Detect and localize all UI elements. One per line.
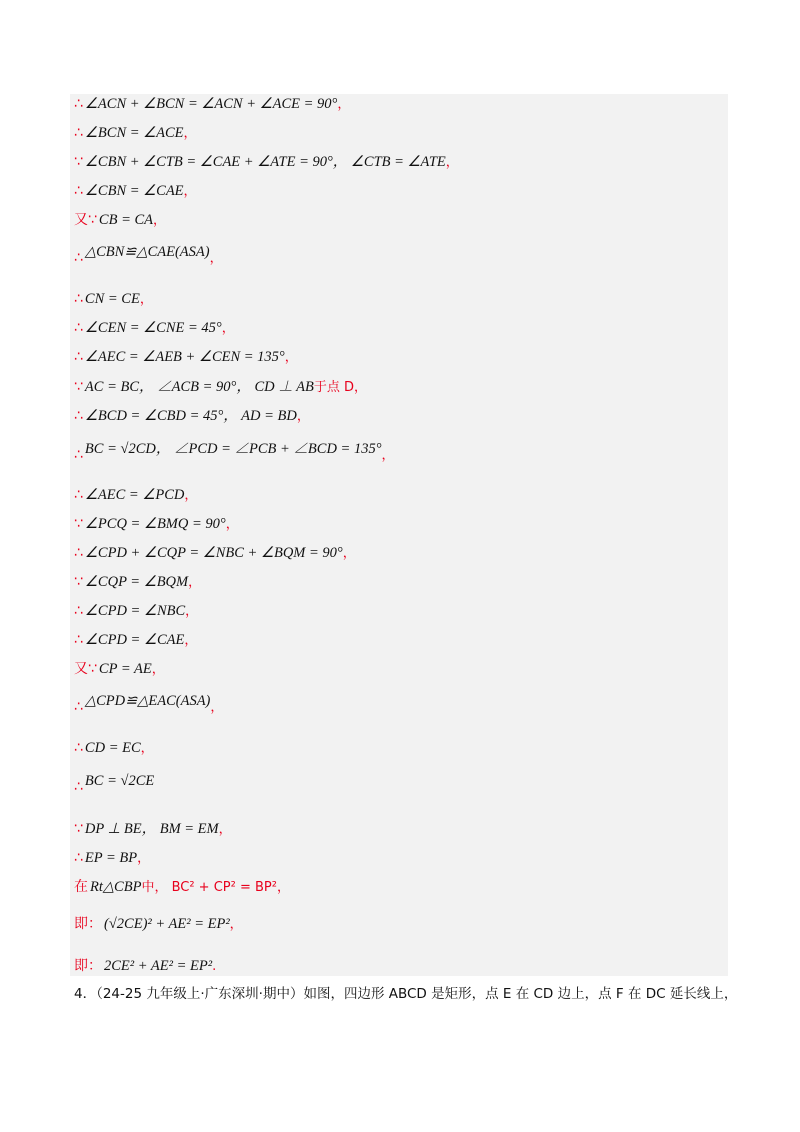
solution-line: ∴ △CBN≌△CAE(ASA) ， [74, 244, 223, 266]
solution-line: ∴ ∠CEN = ∠CNE = 45° ， [74, 320, 235, 336]
solution-line: ∴ CD = EC ， [74, 740, 154, 756]
solution-line: ∴ ∠AEC = ∠PCD ， [74, 487, 198, 503]
solution-line: ∴ CN = CE ， [74, 291, 153, 307]
solution-line: ∴ EP = BP ， [74, 850, 151, 866]
solution-line: 在 Rt△CBP 中， BC² + CP² = BP²， [74, 879, 290, 895]
solution-line: ∴ ∠CPD = ∠CAE ， [74, 632, 198, 648]
solution-line: 即： (√2CE)² + AE² = EP² ， [74, 916, 243, 932]
solution-line: 又∵ CP = AE ， [74, 661, 165, 677]
solution-panel [70, 94, 728, 976]
solution-line: ∵ ∠CBN + ∠CTB = ∠CAE + ∠ATE = 90°， ∠CTB = ∠ATE ， [74, 154, 459, 170]
solution-line: ∵ DP ⊥ BE， BM = EM ， [74, 821, 232, 837]
solution-line: 即： 2CE² + AE² = EP² . [74, 958, 217, 974]
solution-line: ∵ ∠CQP = ∠BQM ， [74, 574, 202, 590]
solution-line: ∴ BC = √2CE [74, 773, 155, 795]
solution-line: ∴ ∠CBN = ∠CAE ， [74, 183, 197, 199]
question-4-text: 4．（24-25 九年级上·广东深圳·期中）如图，四边形 ABCD 是矩形，点 E 在 CD 边上，点 F 在 DC 延长线上， [74, 986, 738, 1002]
solution-line: ∴ BC = √2CD， ∠PCD = ∠PCB + ∠BCD = 135° ， [74, 441, 395, 463]
solution-line: ∴ ∠BCN = ∠ACE ， [74, 125, 197, 141]
solution-line: ∴ ∠BCD = ∠CBD = 45°， AD = BD ， [74, 408, 310, 424]
solution-line: ∴ △CPD≌△EAC(ASA) ， [74, 693, 224, 715]
solution-line: ∴ ∠CPD = ∠NBC ， [74, 603, 199, 619]
solution-line: ∴ ∠AEC = ∠AEB + ∠CEN = 135° ， [74, 349, 298, 365]
solution-line: 又∵ CB = CA ， [74, 212, 167, 228]
solution-line: ∵ ∠PCQ = ∠BMQ = 90° ， [74, 516, 239, 532]
solution-line: ∵ AC = BC， ∠ACB = 90°， CD ⊥ AB 于点 D， [74, 379, 367, 395]
solution-line: ∴ ∠CPD + ∠CQP = ∠NBC + ∠BQM = 90° ， [74, 545, 356, 561]
solution-line: ∴ ∠ACN + ∠BCN = ∠ACN + ∠ACE = 90° ， [74, 96, 351, 112]
